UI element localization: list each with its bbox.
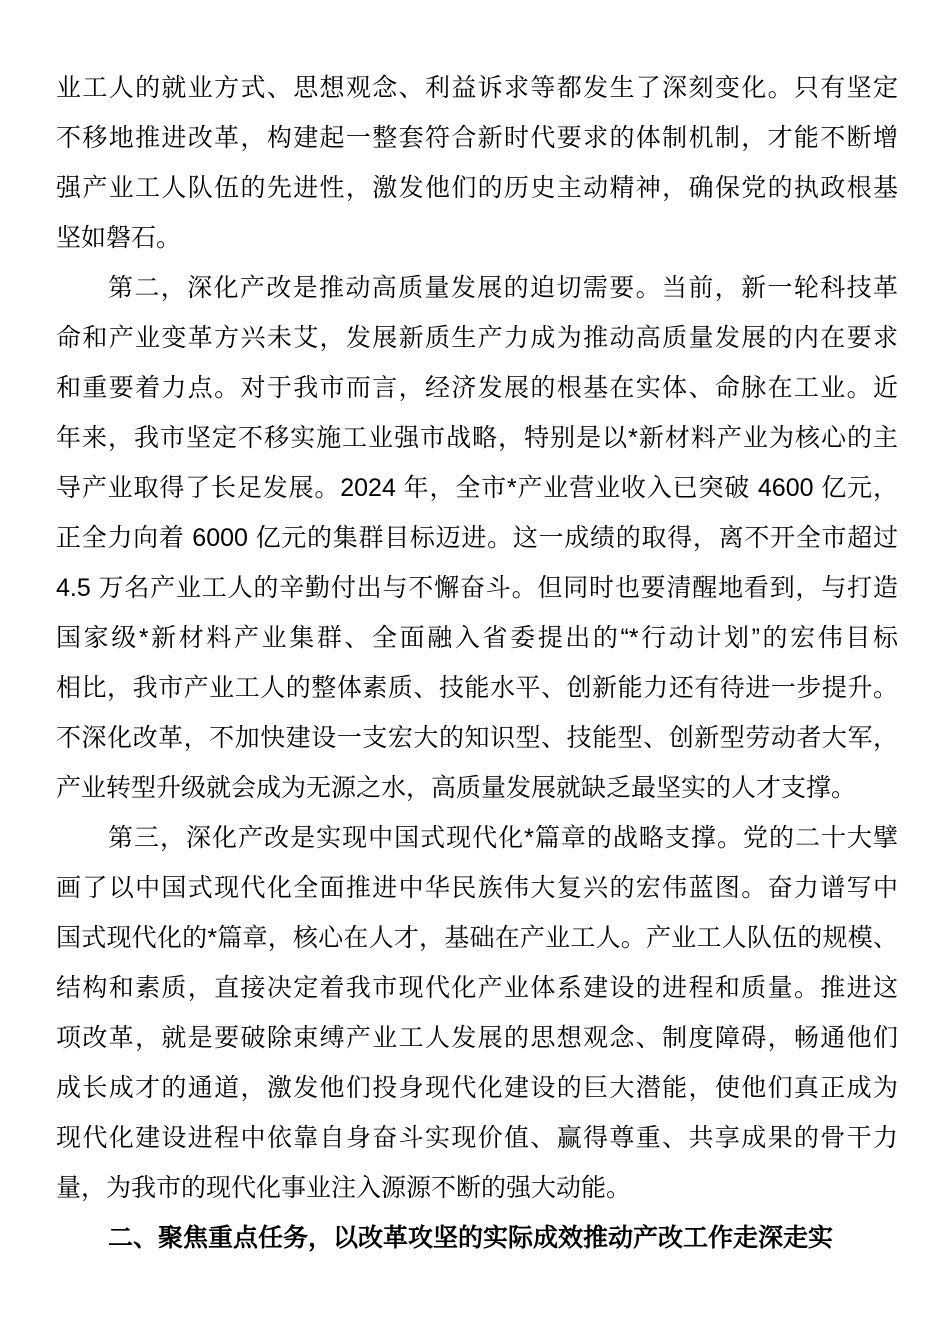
text-line: 年来，我市坚定不移实施工业强市战略，特别是以*新材料产业为核心的主 <box>56 424 898 452</box>
text-line: 现代化建设进程中依靠自身奋斗实现价值、赢得尊重、共享成果的骨干力 <box>56 1124 898 1152</box>
text-line: 相比，我市产业工人的整体素质、技能水平、创新能力还有待进一步提升。 <box>56 674 898 702</box>
text-line: 不深化改革，不加快建设一支宏大的知识型、技能型、创新型劳动者大军， <box>56 724 898 752</box>
text-line: 正全力向着 6000 亿元的集群目标迈进。这一成绩的取得，离不开全市超过 <box>56 524 898 552</box>
paragraph-third-point <box>56 813 898 1213</box>
document-body <box>56 63 898 1263</box>
text-line: 4.5 万名产业工人的辛勤付出与不懈奋斗。但同时也要清醒地看到，与打造 <box>56 574 898 602</box>
text-line: 成长成才的通道，激发他们投身现代化建设的巨大潜能，使他们真正成为 <box>56 1074 898 1102</box>
paragraph-continuation <box>56 63 898 263</box>
text-line: 画了以中国式现代化全面推进中华民族伟大复兴的宏伟蓝图。奋力谱写中 <box>56 874 898 902</box>
text-line: 和重要着力点。对于我市而言，经济发展的根基在实体、命脉在工业。近 <box>56 374 898 402</box>
text-line: 结构和素质，直接决定着我市现代化产业体系建设的进程和质量。推进这 <box>56 974 898 1002</box>
section-heading-two <box>56 1213 898 1263</box>
paragraph-second-point <box>56 263 898 813</box>
text-line: 命和产业变革方兴未艾，发展新质生产力成为推动高质量发展的内在要求 <box>56 324 898 352</box>
text-line: 产业转型升级就会成为无源之水，高质量发展就缺乏最坚实的人才支撑。 <box>56 774 857 802</box>
text-line: 坚如磐石。 <box>56 224 182 252</box>
text-line: 不移地推进改革，构建起一整套符合新时代要求的体制机制，才能不断增 <box>56 124 898 152</box>
text-line: 量，为我市的现代化事业注入源源不断的强大动能。 <box>56 1174 632 1202</box>
text-line: 国家级*新材料产业集群、全面融入省委提出的“*行动计划”的宏伟目标 <box>56 624 898 652</box>
text-line: 第二，深化产改是推动高质量发展的迫切需要。当前，新一轮科技革 <box>108 274 898 302</box>
text-line: 导产业取得了长足发展。2024 年，全市*产业营业收入已突破 4600 亿元， <box>56 474 898 502</box>
text-line: 二、聚焦重点任务，以改革攻坚的实际成效推动产改工作走深走实 <box>108 1224 834 1252</box>
text-line: 项改革，就是要破除束缚产业工人发展的思想观念、制度障碍，畅通他们 <box>56 1024 898 1052</box>
text-line: 国式现代化的*篇章，核心在人才，基础在产业工人。产业工人队伍的规模、 <box>56 924 898 952</box>
text-line: 第三，深化产改是实现中国式现代化*篇章的战略支撑。党的二十大擘 <box>108 824 898 852</box>
text-line: 强产业工人队伍的先进性，激发他们的历史主动精神，确保党的执政根基 <box>56 174 898 202</box>
text-line: 业工人的就业方式、思想观念、利益诉求等都发生了深刻变化。只有坚定 <box>56 74 898 102</box>
